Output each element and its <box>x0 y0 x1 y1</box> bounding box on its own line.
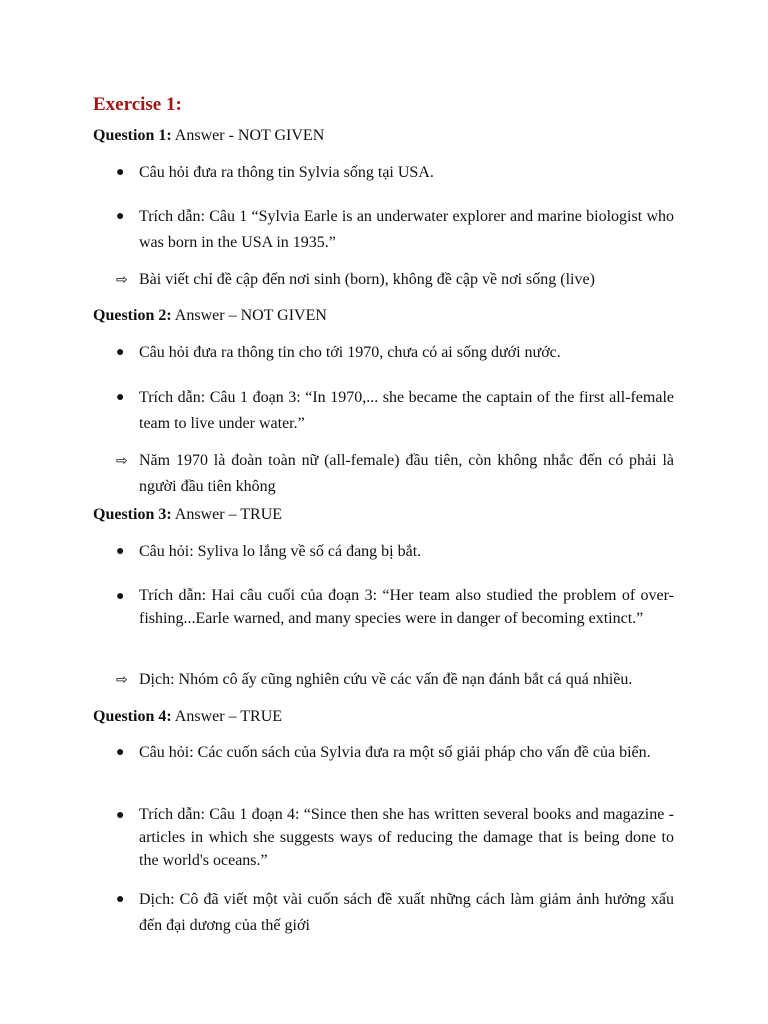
bullet-icon: ● <box>116 745 125 760</box>
question-answer: Answer – TRUE <box>174 506 283 523</box>
bullet-icon: ● <box>116 209 125 224</box>
list-item <box>116 448 674 500</box>
bullet-icon: ● <box>116 165 125 180</box>
arrow-right-icon: ⇨ <box>116 672 128 688</box>
question-answer: Answer – NOT GIVEN <box>174 307 327 324</box>
question-label: Question 3: <box>93 506 172 523</box>
question-label: Question 2: <box>93 307 172 324</box>
list-item <box>116 340 674 366</box>
list-item-text: Dịch: Cô đã viết một vài cuốn sách đề xuất những cách làm giảm ảnh hưởng xấu đến đại dương của thế giới <box>139 891 674 934</box>
list-item <box>116 267 674 293</box>
question-label: Question 1: <box>93 127 172 144</box>
question-answer: Answer – TRUE <box>174 708 283 725</box>
bullet-icon: ● <box>116 892 125 907</box>
arrow-right-icon: ⇨ <box>116 453 128 469</box>
list-item-text: Câu hỏi đưa ra thông tin Sylvia sống tại USA. <box>139 164 434 181</box>
arrow-right-icon: ⇨ <box>116 272 128 288</box>
list-item-text: Trích dẫn: Hai câu cuối của đoạn 3: “Her team also studied the problem of over-fishing...Earle warned, and many species were in danger of becoming extinct.” <box>139 587 674 627</box>
list-item-text: Bài viết chỉ đề cập đến nơi sinh (born), không đề cập về nơi sống (live) <box>139 271 595 288</box>
bullet-icon: ● <box>116 345 125 360</box>
list-item <box>116 385 674 437</box>
question-4-heading <box>93 707 282 727</box>
question-answer: Answer - NOT GIVEN <box>174 127 325 144</box>
bullet-icon: ● <box>116 589 125 604</box>
list-item-text: Trích dẫn: Câu 1 đoạn 4: “Since then she has written several books and magazine - articles in which she suggests ways of reducing the damage that is being done to the world's oceans.” <box>139 806 674 869</box>
list-item <box>116 740 674 766</box>
list-item <box>116 539 674 565</box>
bullet-icon: ● <box>116 544 125 559</box>
bullet-icon: ● <box>116 808 125 823</box>
list-item-text: Trích dẫn: Câu 1 đoạn 3: “In 1970,... she became the captain of the first all-female team to live under water.” <box>139 389 674 432</box>
list-item-text: Trích dẫn: Câu 1 “Sylvia Earle is an underwater explorer and marine biologist who was born in the USA in 1935.” <box>139 208 674 251</box>
list-item <box>116 204 674 256</box>
bullet-icon: ● <box>116 390 125 405</box>
question-3-heading <box>93 505 282 525</box>
list-item <box>116 160 674 186</box>
list-item-text: Câu hỏi: Syliva lo lắng về số cá đang bị bắt. <box>139 543 422 560</box>
exercise-title: Exercise 1: <box>93 94 182 115</box>
list-item <box>116 584 674 630</box>
list-item-text: Câu hỏi: Các cuốn sách của Sylvia đưa ra một số giải pháp cho vấn đề của biển. <box>139 744 651 761</box>
list-item-text: Câu hỏi đưa ra thông tin cho tới 1970, chưa có ai sống dưới nước. <box>139 344 561 361</box>
question-2-heading <box>93 306 327 326</box>
question-1-heading <box>93 126 324 146</box>
list-item-text: Dịch: Nhóm cô ấy cũng nghiên cứu về các vấn đề nạn đánh bắt cá quá nhiều. <box>139 671 633 688</box>
list-item <box>116 667 674 693</box>
list-item <box>116 803 674 872</box>
list-item-text: Năm 1970 là đoàn toàn nữ (all-female) đầu tiên, còn không nhắc đến có phải là người đầu tiên không <box>139 452 674 495</box>
list-item <box>116 887 674 939</box>
question-label: Question 4: <box>93 708 172 725</box>
